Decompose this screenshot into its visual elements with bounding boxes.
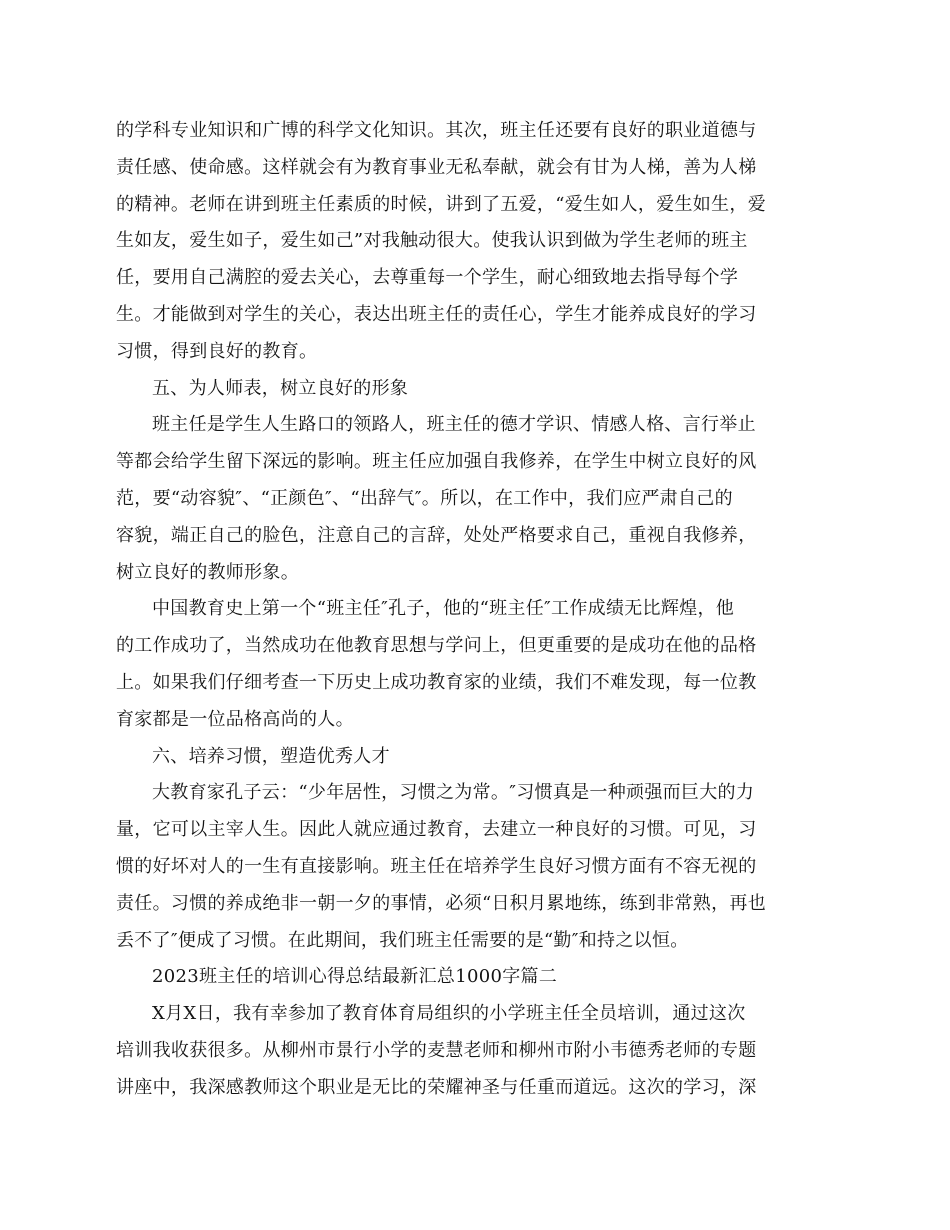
text-line: 的学科专业知识和广博的科学文化知识。其次，班主任还要有良好的职业道德与 (116, 120, 757, 141)
document-body (116, 113, 806, 1107)
section-heading: 五、为人师表，树立良好的形象 (152, 377, 409, 399)
text-line: 惯的好坏对人的一生有直接影响。班主任在培养学生良好习惯方面有不容无视的 (116, 855, 757, 877)
text-line: 的精神。老师在讲到班主任素质的时候，讲到了五爱，“爱生如人，爱生如生，爱 (116, 193, 766, 215)
text-line: 班主任是学生人生路口的领路人，班主任的德才学识、情感人格、言行举止 (152, 414, 756, 436)
text-line: 生。才能做到对学生的关心，表达出班主任的责任心，学生才能养成良好的学习 (116, 303, 757, 325)
article-heading: 2023班主任的培训心得总结最新汇总1000字篇二 (152, 966, 558, 988)
text-line: 责任。习惯的养成绝非一朝一夕的事情，必须“日积月累地练，练到非常熟，再也 (116, 892, 766, 914)
text-line: 育家都是一位品格高尚的人。 (116, 708, 354, 730)
text-line: 容貌，端正自己的脸色，注意自己的言辞，处处严格要求自己，重视自我修养， (116, 524, 757, 546)
text-line: 上。如果我们仔细考查一下历史上成功教育家的业绩，我们不难发现，每一位教 (116, 671, 757, 693)
text-line: 的工作成功了，当然成功在他教育思想与学问上，但更重要的是成功在他的品格 (116, 635, 757, 657)
text-line: X月X日，我有幸参加了教育体育局组织的小学班主任全员培训，通过这次 (152, 1003, 746, 1025)
text-line: 习惯，得到良好的教育。 (116, 340, 318, 362)
text-line: 量，它可以主宰人生。因此人就应通过教育，去建立一种良好的习惯。可见，习 (116, 819, 757, 841)
text-line: 等都会给学生留下深远的影响。班主任应加强自我修养，在学生中树立良好的风 (116, 451, 757, 473)
text-line: 范，要“动容貌″、“正颜色″、“出辞气″。所以，在工作中，我们应严肃自己的 (116, 487, 733, 509)
section-heading: 六、培养习惯，塑造优秀人才 (152, 745, 390, 767)
text-line: 中国教育史上第一个“班主任″孔子，他的“班主任″工作成绩无比辉煌，他 (152, 598, 735, 620)
text-line: 树立良好的教师形象。 (116, 561, 299, 583)
text-line: 生如友，爱生如子，爱生如己”对我触动很大。使我认识到做为学生老师的班主 (116, 230, 748, 252)
text-line: 讲座中，我深感教师这个职业是无比的荣耀神圣与任重而道远。这次的学习，深 (116, 1076, 757, 1098)
text-line: 责任感、使命感。这样就会有为教育事业无私奉献，就会有甘为人梯，善为人梯 (116, 156, 757, 178)
text-line: 培训我收获很多。从柳州市景行小学的麦慧老师和柳州市附小韦德秀老师的专题 (116, 1039, 757, 1061)
text-line: 丢不了″便成了习惯。在此期间，我们班主任需要的是“勤″和持之以恒。 (116, 929, 689, 951)
text-line: 任，要用自己满腔的爱去关心，去尊重每一个学生，耐心细致地去指导每个学 (116, 267, 739, 289)
text-line: 大教育家孔子云：“少年居性，习惯之为常。″习惯真是一种顽强而巨大的力 (152, 782, 755, 804)
